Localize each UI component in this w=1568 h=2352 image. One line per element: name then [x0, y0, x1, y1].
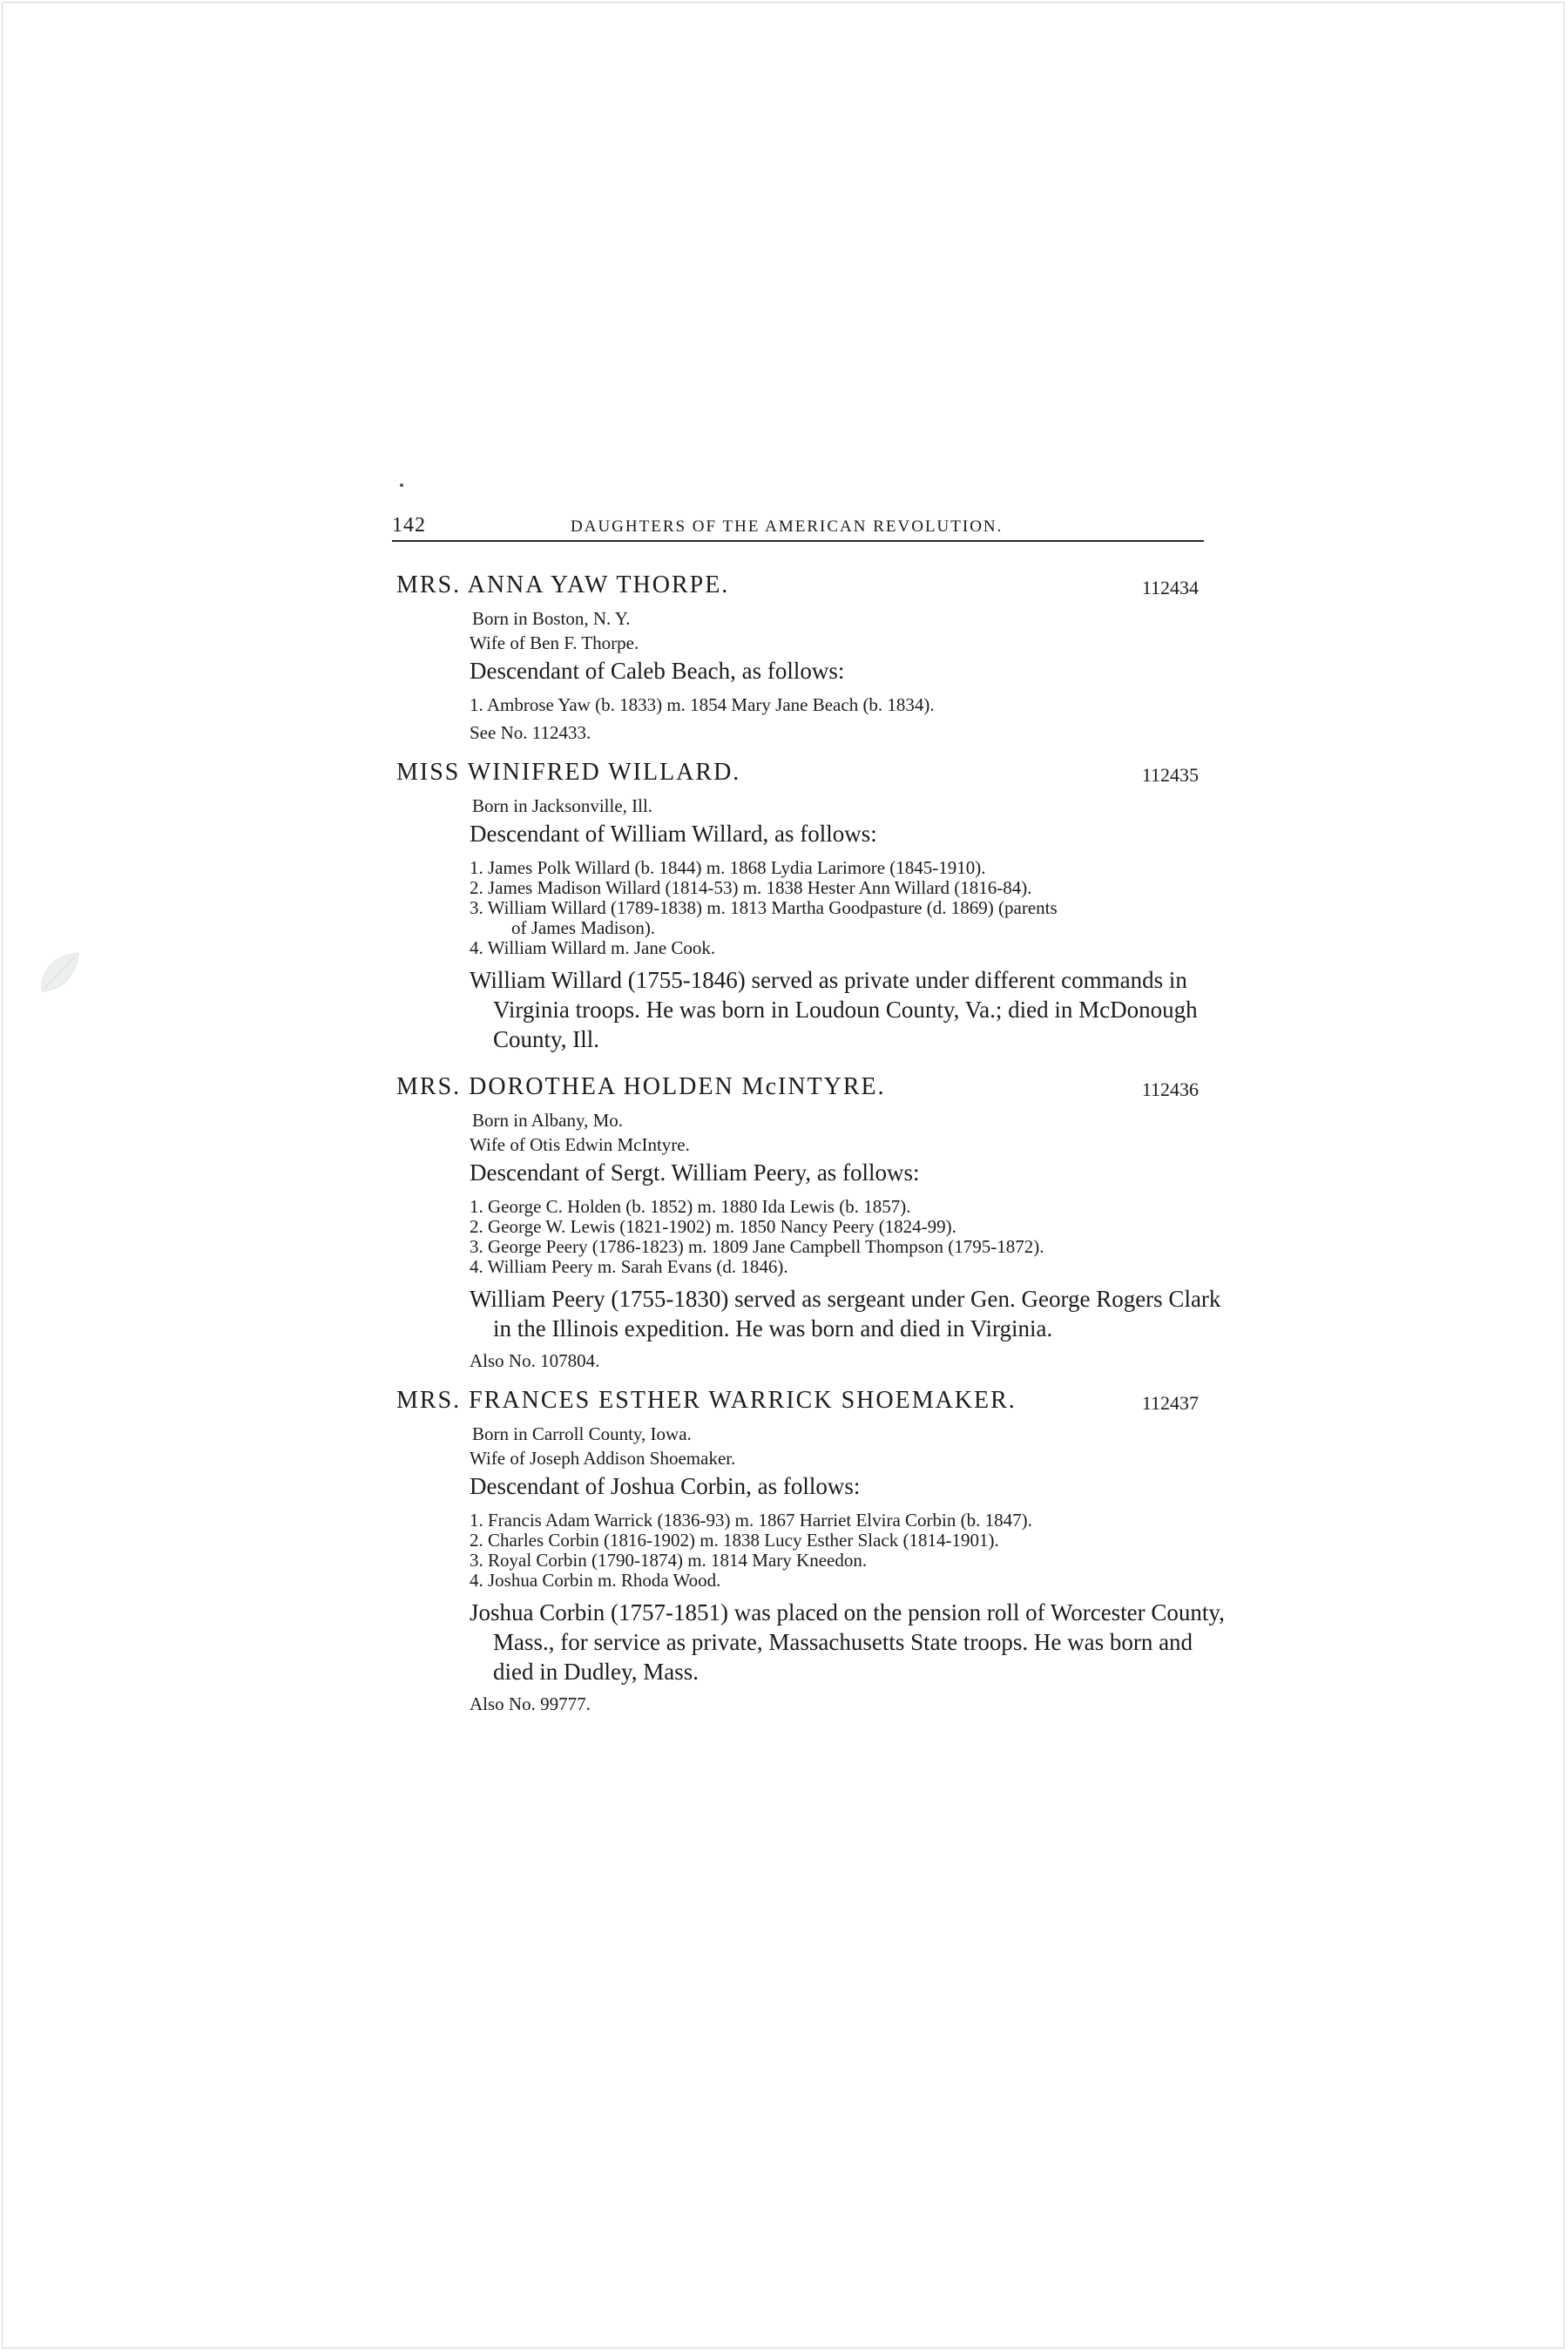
descent-statement: Descendant of William Willard, as follows: — [470, 821, 877, 847]
running-header — [392, 514, 1204, 542]
cross-reference: Also No. 99777. — [470, 1693, 591, 1714]
member-number: 112435 — [1141, 764, 1199, 786]
service-record: William Willard (1755-1846) served as private under different commands in Virginia troops. He was born in Loudoun County, Va.; died in McDonough County, Ill. — [470, 967, 1198, 1052]
birthplace: Born in Boston, N. Y. — [472, 608, 631, 629]
document-page — [392, 514, 1225, 1716]
member-name: MRS. DOROTHEA HOLDEN McINTYRE. — [396, 1073, 886, 1100]
entry-heading — [392, 759, 1204, 794]
lineage-line: 4. William Peery m. Sarah Evans (d. 1846). — [470, 1256, 788, 1277]
entry-heading — [392, 1387, 1204, 1422]
leaf-watermark-icon — [35, 948, 84, 997]
birthplace: Born in Jacksonville, Ill. — [472, 795, 653, 816]
cross-reference: Also No. 107804. — [470, 1350, 600, 1371]
lineage-line: 2. James Madison Willard (1814-53) m. 1838 Hester Ann Willard (1816-84). — [470, 877, 1032, 898]
page-number: 142 — [392, 514, 426, 537]
lineage-line: 3. Royal Corbin (1790-1874) m. 1814 Mary Kneedon. — [470, 1550, 868, 1571]
lineage-line: 1. James Polk Willard (b. 1844) m. 1868 Lydia Larimore (1845-1910). — [470, 857, 986, 878]
spouse: Wife of Ben F. Thorpe. — [470, 632, 639, 653]
lineage-line: 3. William Willard (1789-1838) m. 1813 Martha Goodpasture (d. 1869) (parents — [470, 897, 1058, 918]
member-name: MISS WINIFRED WILLARD. — [396, 759, 741, 786]
member-entry — [392, 1073, 1221, 1373]
lineage-list — [470, 1197, 1204, 1277]
lineage-line: 1. Francis Adam Warrick (1836-93) m. 1867 Harriet Elvira Corbin (b. 1847). — [470, 1510, 1032, 1531]
cross-reference: See No. 112433. — [470, 722, 591, 743]
lineage-list — [470, 1511, 1204, 1591]
lineage-line: 1. George C. Holden (b. 1852) m. 1880 Ida Lewis (b. 1857). — [470, 1196, 911, 1217]
descent-statement: Descendant of Sergt. William Peery, as follows: — [470, 1159, 920, 1186]
member-number: 112437 — [1141, 1392, 1199, 1414]
member-number: 112436 — [1141, 1078, 1199, 1100]
lineage-line: 2. George W. Lewis (1821-1902) m. 1850 Nancy Peery (1824-99). — [470, 1216, 956, 1237]
lineage-line: 2. Charles Corbin (1816-1902) m. 1838 Lucy Esther Slack (1814-1901). — [470, 1530, 999, 1551]
member-name: MRS. ANNA YAW THORPE. — [396, 571, 730, 598]
lineage-line: 4. William Willard m. Jane Cook. — [470, 937, 716, 958]
member-entry — [392, 571, 1204, 745]
member-entry — [392, 1387, 1225, 1716]
birthplace: Born in Albany, Mo. — [472, 1110, 624, 1131]
entry-heading — [392, 1073, 1204, 1108]
service-record: Joshua Corbin (1757-1851) was placed on the pension roll of Worcester County, Mass., for service as private, Massachusetts State troops. He was born and died in Dudley, Mass. — [470, 1599, 1225, 1685]
lineage-line: 1. Ambrose Yaw (b. 1833) m. 1854 Mary Jane Beach (b. 1834). — [470, 694, 935, 715]
birthplace: Born in Carroll County, Iowa. — [472, 1423, 692, 1444]
lineage-line: 3. George Peery (1786-1823) m. 1809 Jane Campbell Thompson (1795-1872). — [470, 1236, 1044, 1257]
descent-statement: Descendant of Caleb Beach, as follows: — [470, 658, 845, 684]
entry-heading — [392, 571, 1204, 606]
member-entry — [392, 759, 1204, 1054]
running-title: DAUGHTERS OF THE AMERICAN REVOLUTION. — [571, 517, 1004, 536]
member-name: MRS. FRANCES ESTHER WARRICK SHOEMAKER. — [396, 1387, 1017, 1414]
spouse: Wife of Otis Edwin McIntyre. — [470, 1134, 690, 1155]
lineage-line: 4. Joshua Corbin m. Rhoda Wood. — [470, 1570, 721, 1591]
lineage-list — [470, 858, 1204, 958]
spouse: Wife of Joseph Addison Shoemaker. — [470, 1448, 736, 1469]
lineage-list — [470, 695, 1204, 715]
descent-statement: Descendant of Joshua Corbin, as follows: — [470, 1473, 861, 1499]
member-number: 112434 — [1141, 577, 1199, 598]
lineage-line-continuation: of James Madison). — [511, 917, 656, 938]
scan-speck — [400, 483, 403, 487]
service-record: William Peery (1755-1830) served as sergeant under Gen. George Rogers Clark in the Illinois expedition. He was born and died in Virginia. — [470, 1286, 1221, 1342]
